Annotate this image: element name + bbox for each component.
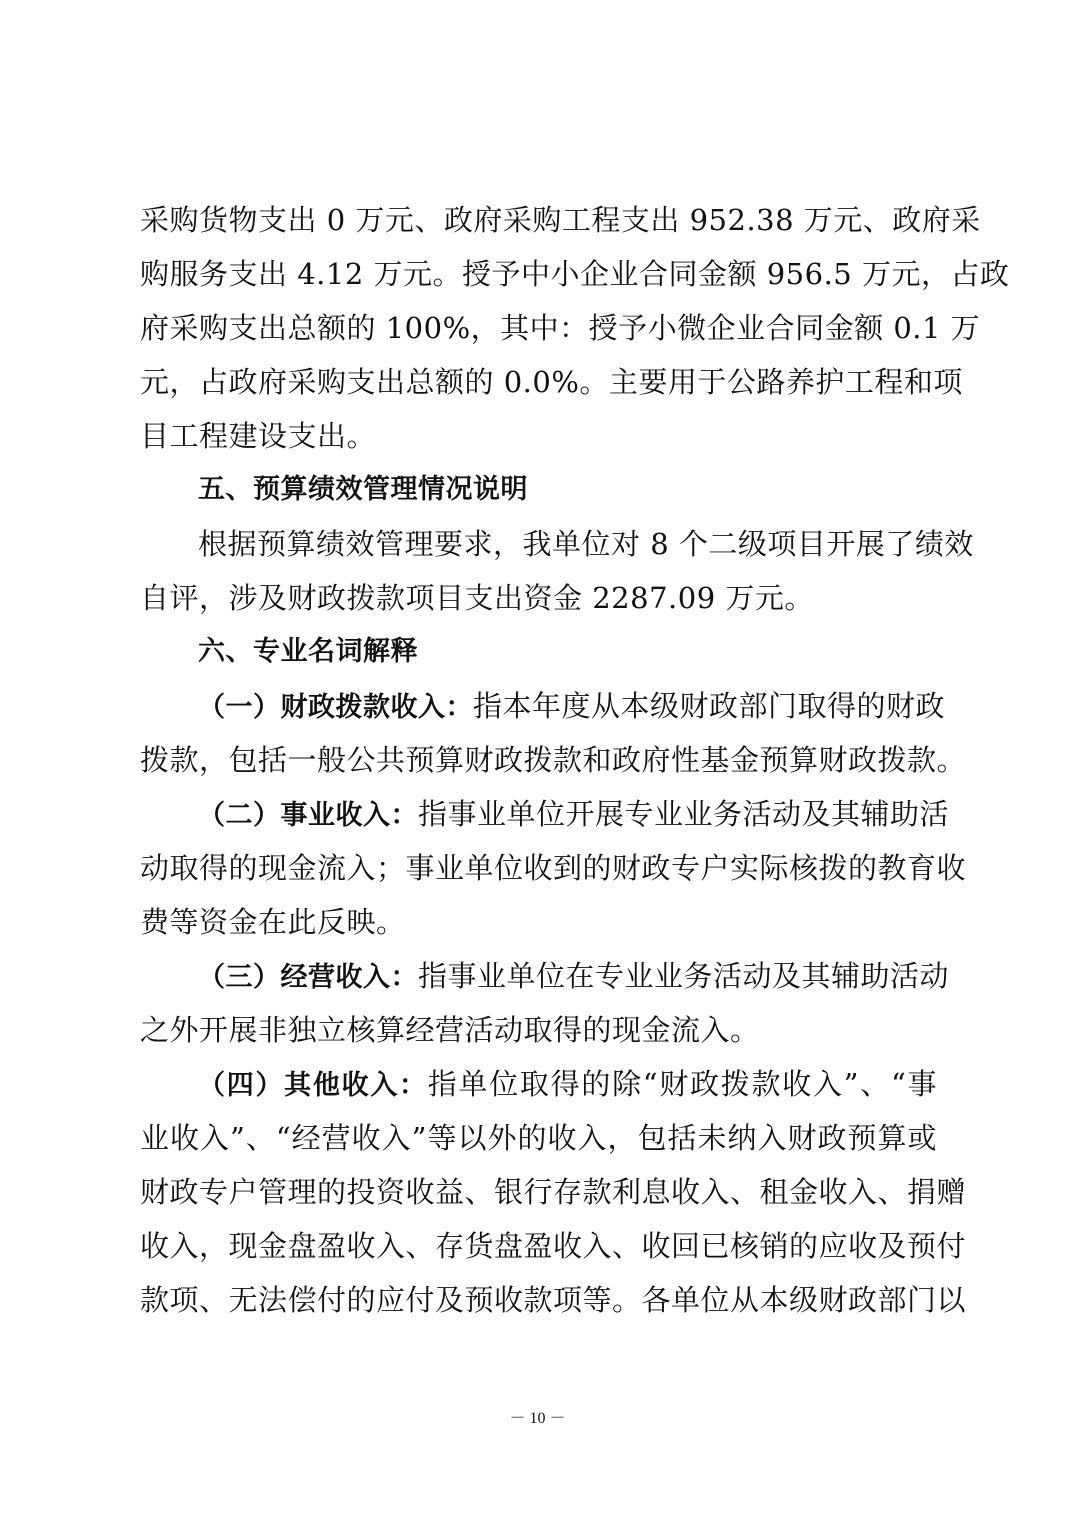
term-definition: 指单位取得的除“财政拨款收入”、“事 — [427, 1067, 937, 1101]
paragraph — [140, 517, 974, 625]
term-label: （三）经营收入： — [198, 962, 418, 993]
section-heading: 五、预算绩效管理情况说明 — [198, 474, 528, 505]
text-line: 购服务支出 4.12 万元。授予中小企业合同金额 956.5 万元，占政 — [140, 257, 1010, 291]
text-line: 府采购支出总额的 100%，其中：授予小微企业合同金额 0.1 万 — [140, 311, 981, 345]
text-line: 业收入”、“经营收入”等以外的收入，包括未纳入财政预算或 — [140, 1121, 937, 1155]
document-body — [140, 193, 1010, 1327]
text-line: 拨款，包括一般公共预算财政拨款和政府性基金预算财政拨款。 — [140, 743, 967, 777]
term-definition: 指事业单位在专业业务活动及其辅助活动 — [418, 959, 950, 993]
paragraph — [140, 787, 967, 949]
text-line: 根据预算绩效管理要求，我单位对 8 个二级项目开展了绩效 — [198, 527, 974, 561]
text-line — [140, 787, 950, 841]
text-line: 收入，现金盘盈收入、存货盘盈收入、收回已核销的应收及预付 — [140, 1229, 967, 1263]
page-number: － 10 － — [509, 1410, 566, 1427]
text-line: 自评，涉及财政拨款项目支出资金 2287.09 万元。 — [140, 581, 814, 615]
text-line — [140, 949, 950, 1003]
text-line: 目工程建设支出。 — [140, 419, 377, 453]
text-line — [140, 1057, 937, 1111]
text-line: 费等资金在此反映。 — [140, 905, 406, 939]
paragraph — [140, 949, 950, 1057]
text-line: 元，占政府采购支出总额的 0.0%。主要用于公路养护工程和项 — [140, 365, 963, 399]
paragraph — [140, 679, 967, 787]
term-label: （四）其他收入： — [198, 1070, 428, 1101]
term-label: （一）财政拨款收入： — [198, 692, 473, 723]
term-label: （二）事业收入： — [198, 800, 418, 831]
text-line: 财政专户管理的投资收益、银行存款利息收入、租金收入、捐赠 — [140, 1175, 967, 1209]
text-line: 动取得的现金流入；事业单位收到的财政专户实际核拨的教育收 — [140, 851, 967, 885]
term-definition: 指本年度从本级财政部门取得的财政 — [473, 689, 946, 723]
text-line — [140, 679, 946, 733]
text-line: 款项、无法偿付的应付及预收款项等。各单位从本级财政部门以 — [140, 1283, 967, 1317]
text-line: 之外开展非独立核算经营活动取得的现金流入。 — [140, 1013, 760, 1047]
paragraph — [140, 1057, 967, 1327]
section-heading: 六、专业名词解释 — [198, 636, 418, 667]
text-line: 采购货物支出 0 万元、政府采购工程支出 952.38 万元、政府采 — [140, 203, 981, 237]
paragraph — [140, 193, 1010, 463]
term-definition: 指事业单位开展专业业务活动及其辅助活 — [418, 797, 950, 831]
